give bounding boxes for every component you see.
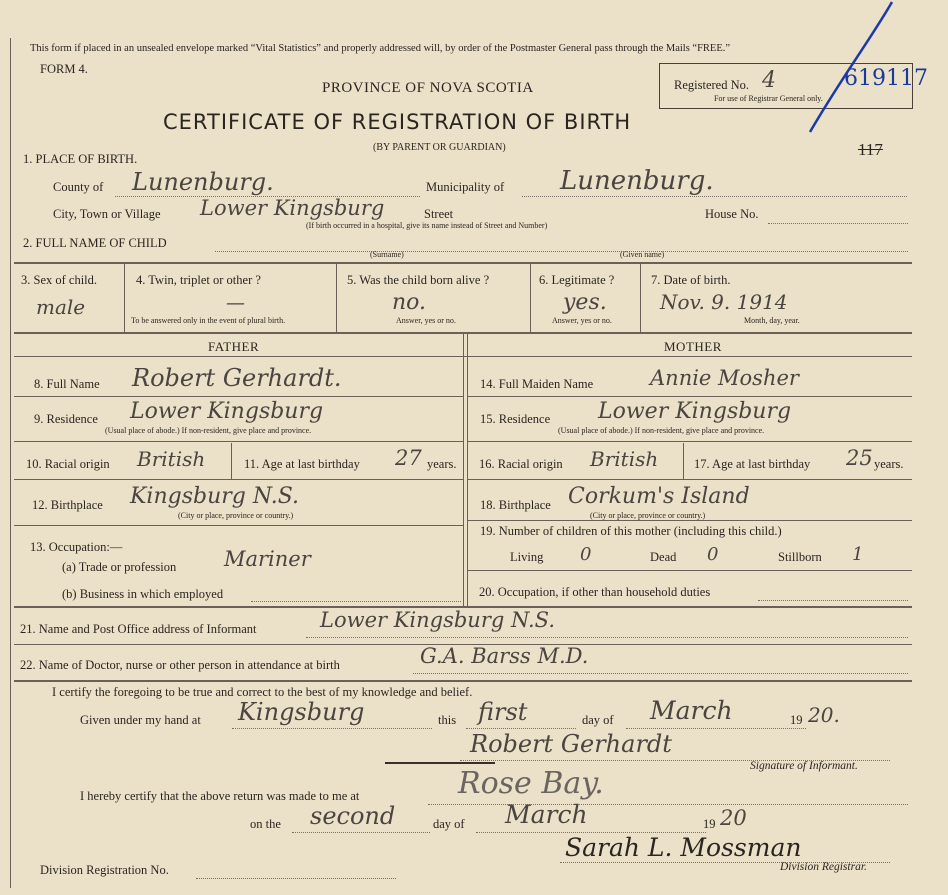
stillborn-value: 1 <box>852 544 864 565</box>
living-value: 0 <box>580 544 592 565</box>
mother-racial-value: British <box>590 447 659 471</box>
sex-value: male <box>36 295 86 319</box>
father-residence-value: Lower Kingsburg <box>130 399 324 424</box>
year-value-2: 20 <box>720 806 747 830</box>
place-of-birth-section: 1. PLACE OF BIRTH. <box>23 152 138 166</box>
on-day-value: second <box>310 802 396 830</box>
day-of-label: day of <box>582 713 614 727</box>
municipality-value: Lunenburg. <box>560 166 714 196</box>
hospital-note: (If birth occurred in a hospital, give its name instead of Street and Number) <box>306 221 548 230</box>
father-heading: FATHER <box>208 339 260 354</box>
mother-residence-value: Lower Kingsburg <box>598 399 792 424</box>
month-value: March <box>650 696 733 725</box>
alive-value: no. <box>392 290 427 315</box>
informant-signature-label: Signature of Informant. <box>750 760 858 772</box>
certify-statement: I certify the foregoing to be true and correct to the best of my knowledge and belief. <box>52 685 473 699</box>
city-value: Lower Kingsburg <box>200 196 385 220</box>
father-trade-value: Mariner <box>224 547 311 571</box>
children-count-label: 19. Number of children of this mother (including this child.) <box>480 524 782 538</box>
father-occupation-label: 13. Occupation:— <box>30 540 123 554</box>
mother-residence-note: (Usual place of abode.) If non-resident, give place and province. <box>558 426 765 435</box>
on-the-label: on the <box>250 817 281 831</box>
dob-note: Month, day, year. <box>744 316 800 325</box>
province-heading: PROVINCE OF NOVA SCOTIA <box>322 80 534 96</box>
given-place-value: Kingsburg <box>238 698 365 726</box>
twin-note: To be answered only in the event of plural birth. <box>131 316 286 325</box>
mother-birthplace-note: (City or place, province or country.) <box>590 511 706 520</box>
mother-name-value: Annie Mosher <box>650 366 799 390</box>
county-value: Lunenburg. <box>132 168 274 196</box>
registered-note: For use of Registrar General only. <box>714 94 823 103</box>
informant-value: Lower Kingsburg N.S. <box>320 608 555 632</box>
dob-value: Nov. 9. 1914 <box>660 290 788 314</box>
father-age-unit: years. <box>427 457 457 471</box>
child-name-label: 2. FULL NAME OF CHILD <box>23 236 167 250</box>
month-value-2: March <box>505 800 588 829</box>
dead-label: Dead <box>650 550 677 564</box>
doctor-value: G.A. Barss M.D. <box>420 644 589 668</box>
informant-signature: Robert Gerhardt <box>470 730 672 758</box>
postal-notice: This form if placed in an unsealed envelope marked “Vital Statistics” and properly addressed will, by order of the Postmaster General pass through the Mails “FREE.” <box>30 43 731 54</box>
registrar-signature: Sarah L. Mossman <box>565 833 802 862</box>
street-label: Street <box>424 207 454 221</box>
father-trade-label: (a) Trade or profession <box>62 560 177 574</box>
mother-age-unit: years. <box>874 457 904 471</box>
alive-note: Answer, yes or no. <box>396 316 456 325</box>
given-under-label: Given under my hand at <box>80 713 201 727</box>
sex-label: 3. Sex of child. <box>21 273 98 287</box>
stillborn-label: Stillborn <box>778 550 822 564</box>
given-name-caption: (Given name) <box>620 250 665 259</box>
mother-birthplace-value: Corkum's Island <box>568 484 750 509</box>
mother-occupation-label: 20. Occupation, if other than household duties <box>479 585 711 599</box>
blue-pencil-stroke <box>800 0 900 140</box>
father-birthplace-value: Kingsburg N.S. <box>130 484 299 509</box>
return-made-label: I hereby certify that the above return was made to me at <box>80 789 360 803</box>
informant-label: 21. Name and Post Office address of Informant <box>20 622 257 636</box>
living-label: Living <box>510 550 544 564</box>
alive-label: 5. Was the child born alive ? <box>347 273 490 287</box>
year-prefix-2: 19 <box>703 817 716 831</box>
father-racial-label: 10. Racial origin <box>26 457 110 471</box>
day-value: first <box>478 698 528 726</box>
registered-value: 4 <box>762 68 776 93</box>
return-place-value: Rose Bay. <box>458 766 604 801</box>
dob-label: 7. Date of birth. <box>651 273 731 287</box>
registered-label: Registered No. <box>674 78 749 92</box>
day-of-label-2: day of <box>433 817 465 831</box>
stamp-number: 619117 <box>844 66 928 91</box>
father-age-value: 27 <box>395 446 422 470</box>
legitimate-note: Answer, yes or no. <box>552 316 612 325</box>
twin-label: 4. Twin, triplet or other ? <box>136 273 261 287</box>
division-registration-label: Division Registration No. <box>40 863 169 877</box>
father-residence-label: 9. Residence <box>34 412 98 426</box>
this-label: this <box>438 713 457 727</box>
page-title: CERTIFICATE OF REGISTRATION OF BIRTH <box>163 110 632 134</box>
father-racial-value: British <box>137 447 206 471</box>
dead-value: 0 <box>707 544 719 565</box>
father-birthplace-label: 12. Birthplace <box>32 498 103 512</box>
mother-residence-label: 15. Residence <box>480 412 551 426</box>
left-margin-rule <box>10 38 11 888</box>
twin-value: — <box>226 292 245 314</box>
father-birthplace-note: (City or place, province or country.) <box>178 511 294 520</box>
corner-mark: 117 <box>858 140 883 159</box>
father-residence-note: (Usual place of abode.) If non-resident, give place and province. <box>105 426 312 435</box>
father-business-label: (b) Business in which employed <box>62 587 224 601</box>
form-number: FORM 4. <box>40 62 88 76</box>
page-subtitle: (BY PARENT OR GUARDIAN) <box>373 142 506 153</box>
year-value: 20. <box>808 703 840 727</box>
county-label: County of <box>53 180 104 194</box>
legitimate-label: 6. Legitimate ? <box>539 273 615 287</box>
mother-birthplace-label: 18. Birthplace <box>480 498 551 512</box>
legitimate-value: yes. <box>563 290 607 315</box>
house-number-label: House No. <box>705 207 759 221</box>
year-prefix: 19 <box>790 713 803 727</box>
mother-name-label: 14. Full Maiden Name <box>480 377 594 391</box>
mother-age-label: 17. Age at last birthday <box>694 457 811 471</box>
city-label: City, Town or Village <box>53 207 161 221</box>
doctor-label: 22. Name of Doctor, nurse or other person in attendance at birth <box>20 658 340 672</box>
father-age-label: 11. Age at last birthday <box>244 457 360 471</box>
father-name-value: Robert Gerhardt. <box>132 364 342 392</box>
mother-age-value: 25 <box>846 446 873 470</box>
mother-racial-label: 16. Racial origin <box>479 457 563 471</box>
mother-heading: MOTHER <box>664 339 722 354</box>
surname-caption: (Surname) <box>370 250 404 259</box>
municipality-label: Municipality of <box>426 180 505 194</box>
father-name-label: 8. Full Name <box>34 377 100 391</box>
division-registrar-label: Division Registrar. <box>780 861 867 873</box>
